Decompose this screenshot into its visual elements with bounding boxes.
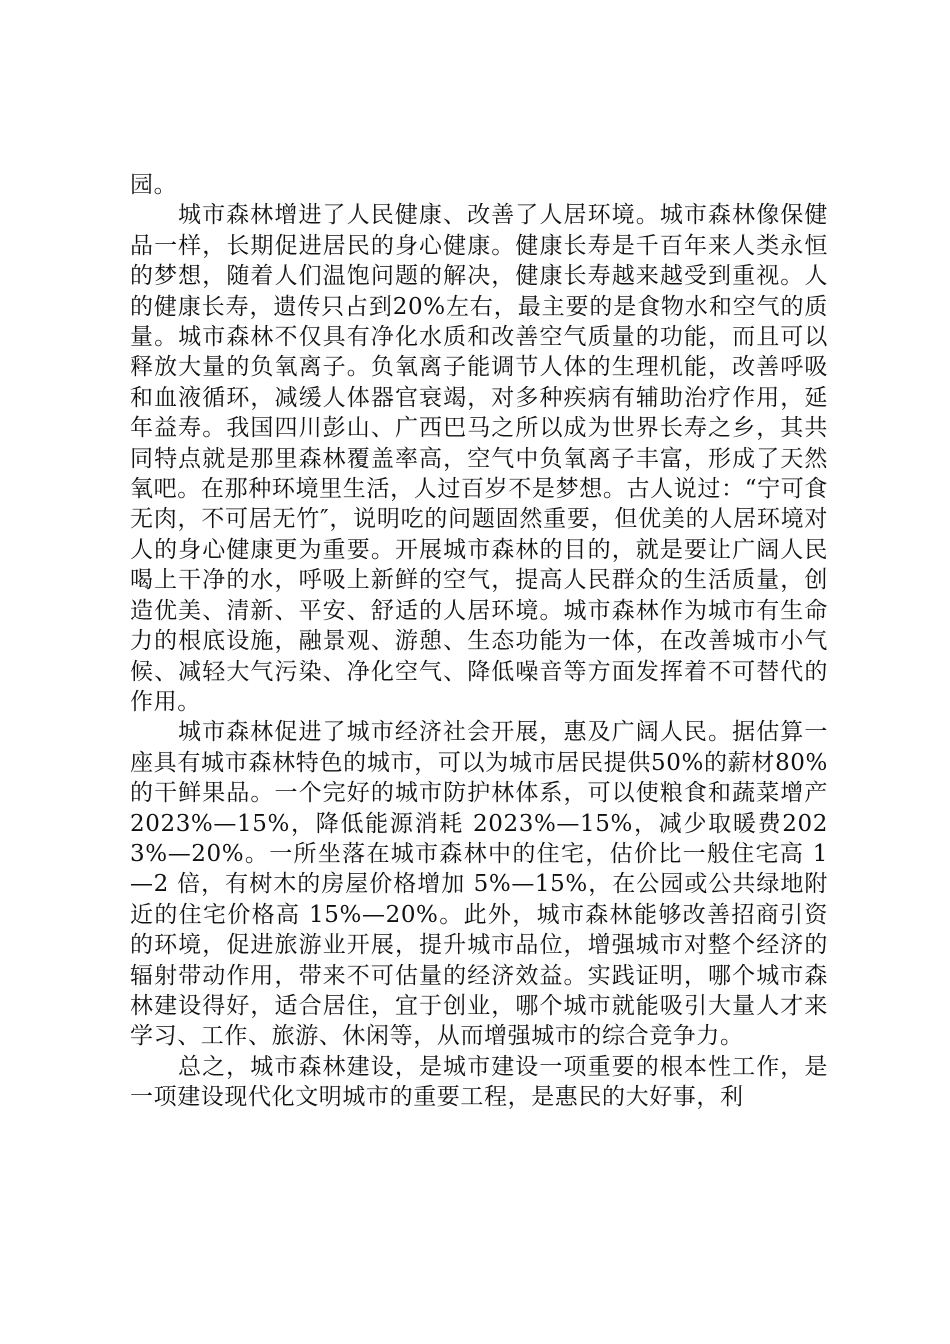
paragraph-health-environment: 城市森林增进了人民健康、改善了人居环境。城市森林像保健品一样，长期促进居民的身心健康。健康长寿是千百年来人类永恒的梦想，随着人们温饱问题的解决，健康长寿越来越受到重视。人的健康长寿，遗传只占到20%左右，最主要的是食物水和空气的质量。城市森林不仅具有净化水质和改善空气质量的功能，而且可以释放大量的负氧离子。负氧离子能调节人体的生理机能，改善呼吸和血液循环，减缓人体器官衰竭，对多种疾病有辅助治疗作用，延年益寿。我国四川彭山、广西巴马之所以成为世界长寿之乡，其共同特点就是那里森林覆盖率高，空气中负氧离子丰富，形成了天然氧吧。在那种环境里生活，人过百岁不是梦想。古人说过：“宁可食无肉，不可居无竹″，说明吃的问题固然重要，但优美的人居环境对人的身心健康更为重要。开展城市森林的目的，就是要让广阔人民喝上干净的水，呼吸上新鲜的空气，提高人民群众的生活质量，创造优美、清新、平安、舒适的人居环境。城市森林作为城市有生命力的根底设施，融景观、游憩、生态功能为一体，在改善城市小气候、减轻大气污染、净化空气、降低噪音等方面发挥着不可替代的作用。 [130,202,828,715]
paragraph-conclusion: 总之，城市森林建设，是城市建设一项重要的根本性工作，是一项建设现代化文明城市的重要工程，是惠民的大好事，利 [130,1053,828,1111]
paragraph-economic-benefits: 城市森林促进了城市经济社会开展，惠及广阔人民。据估算一座具有城市森林特色的城市，可以为城市居民提供50%的薪材80%的干鲜果品。一个完好的城市防护林体系，可以使粮食和蔬菜增产 2023%—15%，降低能源消耗 2023%—15%，减少取暖费2023%—20%。一所坐落在城市森林中的住宅，估价比一般住宅高 1—2 倍，有树木的房屋价格增加 5%—15%，在公园或公共绿地附近的住宅价格高 15%—20%。此外，城市森林能够改善招商引资的环境，促进旅游业开展，提升城市品位，增强城市对整个经济的辐射带动作用，带来不可估量的经济效益。实践证明，哪个城市森林建设得好，适合居住，宜于创业，哪个城市就能吸引大量人才来学习、工作、旅游、休闲等，从而增强城市的综合竞争力。 [130,719,828,1050]
paragraph-continuation: 园。 [130,172,178,198]
document-body [130,170,828,1113]
